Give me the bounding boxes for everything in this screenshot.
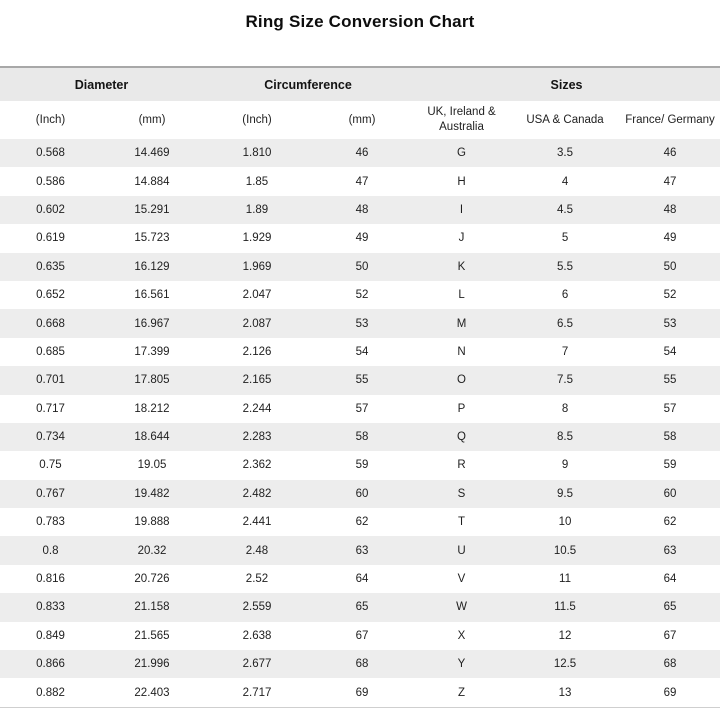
table-header [0,67,720,139]
table-cell: 60 [620,480,720,508]
table-cell: 2.48 [203,536,311,564]
table-cell: 4.5 [510,196,620,224]
table-cell: 17.399 [101,338,203,366]
table-cell: 57 [620,395,720,423]
table-cell: K [413,253,510,281]
table-cell: 60 [311,480,413,508]
table-cell: 48 [311,196,413,224]
table-cell: 18.212 [101,395,203,423]
table-cell: 2.482 [203,480,311,508]
column-header-diameter-inch: (Inch) [0,101,101,139]
table-cell: 22.403 [101,678,203,707]
table-cell: T [413,508,510,536]
table-cell: 0.833 [0,593,101,621]
table-row [0,167,720,195]
table-cell: 20.32 [101,536,203,564]
table-cell: 11.5 [510,593,620,621]
table-row [0,536,720,564]
table-cell: 9.5 [510,480,620,508]
table-cell: 46 [620,139,720,167]
table-cell: 0.849 [0,622,101,650]
table-cell: 47 [620,167,720,195]
table-cell: 12 [510,622,620,650]
table-cell: S [413,480,510,508]
table-cell: 2.244 [203,395,311,423]
table-cell: 1.969 [203,253,311,281]
table-cell: 20.726 [101,565,203,593]
table-cell: 0.685 [0,338,101,366]
column-header-usa-canada: USA & Canada [510,101,620,139]
table-cell: 57 [311,395,413,423]
column-header-diameter-mm: (mm) [101,101,203,139]
table-row [0,139,720,167]
page-title: Ring Size Conversion Chart [245,12,475,31]
table-cell: 2.441 [203,508,311,536]
table-cell: 3.5 [510,139,620,167]
table-cell: 47 [311,167,413,195]
table-cell: 64 [311,565,413,593]
table-row [0,196,720,224]
table-cell: 15.723 [101,224,203,252]
table-cell: 0.568 [0,139,101,167]
column-header-france-germany: France/ Germany [620,101,720,139]
table-row [0,451,720,479]
table-cell: 0.619 [0,224,101,252]
table-cell: 2.52 [203,565,311,593]
table-cell: 53 [311,309,413,337]
table-cell: 6 [510,281,620,309]
table-row [0,281,720,309]
table-cell: 0.602 [0,196,101,224]
table-cell: 59 [620,451,720,479]
table-cell: 2.283 [203,423,311,451]
table-cell: 21.565 [101,622,203,650]
table-row [0,565,720,593]
table-cell: 68 [620,650,720,678]
table-cell: 2.717 [203,678,311,707]
table-row [0,650,720,678]
table-cell: W [413,593,510,621]
table-cell: 16.561 [101,281,203,309]
table-cell: 9 [510,451,620,479]
table-cell: 2.087 [203,309,311,337]
table-cell: 1.85 [203,167,311,195]
table-cell: 59 [311,451,413,479]
table-row [0,224,720,252]
table-cell: 53 [620,309,720,337]
table-cell: H [413,167,510,195]
table-cell: 65 [620,593,720,621]
table-cell: 12.5 [510,650,620,678]
table-cell: 0.734 [0,423,101,451]
table-cell: I [413,196,510,224]
table-cell: 54 [620,338,720,366]
table-cell: 2.559 [203,593,311,621]
table-cell: 67 [311,622,413,650]
table-cell: 0.668 [0,309,101,337]
table-cell: 5.5 [510,253,620,281]
table-cell: 0.767 [0,480,101,508]
table-row [0,309,720,337]
table-row [0,366,720,394]
table-cell: 63 [311,536,413,564]
table-cell: 21.996 [101,650,203,678]
table-row [0,593,720,621]
table-cell: 2.126 [203,338,311,366]
table-cell: 58 [311,423,413,451]
column-group-sizes: Sizes [413,67,720,101]
table-cell: 0.8 [0,536,101,564]
table-cell: 1.929 [203,224,311,252]
table-cell: 0.75 [0,451,101,479]
table-cell: 7.5 [510,366,620,394]
column-group-circumference: Circumference [203,67,413,101]
table-cell: 4 [510,167,620,195]
table-cell: 52 [311,281,413,309]
table-cell: U [413,536,510,564]
column-header-circumference-inch: (Inch) [203,101,311,139]
table-cell: 55 [620,366,720,394]
table-cell: 0.635 [0,253,101,281]
table-cell: 6.5 [510,309,620,337]
table-cell: 64 [620,565,720,593]
table-cell: 58 [620,423,720,451]
table-cell: 63 [620,536,720,564]
table-cell: Q [413,423,510,451]
table-cell: 2.047 [203,281,311,309]
table-cell: X [413,622,510,650]
table-cell: 16.967 [101,309,203,337]
table-cell: 2.362 [203,451,311,479]
table-cell: Z [413,678,510,707]
table-cell: 1.89 [203,196,311,224]
table-cell: 14.469 [101,139,203,167]
table-cell: 62 [620,508,720,536]
column-group-diameter: Diameter [0,67,203,101]
table-cell: 67 [620,622,720,650]
table-cell: 0.816 [0,565,101,593]
table-cell: 7 [510,338,620,366]
table-cell: 14.884 [101,167,203,195]
table-row [0,423,720,451]
table-cell: 0.783 [0,508,101,536]
table-cell: M [413,309,510,337]
table-cell: 2.638 [203,622,311,650]
table-cell: 0.652 [0,281,101,309]
column-group-row [0,67,720,101]
table-cell: 10.5 [510,536,620,564]
table-cell: 0.701 [0,366,101,394]
table-cell: R [413,451,510,479]
table-cell: 18.644 [101,423,203,451]
table-cell: 15.291 [101,196,203,224]
table-cell: V [413,565,510,593]
table-cell: 50 [311,253,413,281]
table-cell: P [413,395,510,423]
table-cell: 8 [510,395,620,423]
table-cell: 5 [510,224,620,252]
table-cell: 17.805 [101,366,203,394]
table-cell: 21.158 [101,593,203,621]
table-cell: 10 [510,508,620,536]
table-cell: 0.717 [0,395,101,423]
table-row [0,253,720,281]
table-cell: 49 [311,224,413,252]
table-cell: 54 [311,338,413,366]
table-cell: 46 [311,139,413,167]
table-row [0,622,720,650]
table-cell: 0.882 [0,678,101,707]
table-body [0,139,720,707]
table-cell: 1.810 [203,139,311,167]
table-cell: 48 [620,196,720,224]
table-cell: N [413,338,510,366]
table-row [0,508,720,536]
table-cell: 19.888 [101,508,203,536]
table-cell: 65 [311,593,413,621]
table-cell: 19.05 [101,451,203,479]
table-cell: 2.677 [203,650,311,678]
table-cell: J [413,224,510,252]
table-row [0,395,720,423]
table-cell: 52 [620,281,720,309]
table-cell: 8.5 [510,423,620,451]
table-cell: G [413,139,510,167]
table-cell: 50 [620,253,720,281]
table-cell: 55 [311,366,413,394]
table-row [0,338,720,366]
table-cell: O [413,366,510,394]
table-cell: Y [413,650,510,678]
column-label-row [0,101,720,139]
column-header-uk-ireland-australia: UK, Ireland & Australia [413,101,510,139]
table-cell: 68 [311,650,413,678]
table-cell: 49 [620,224,720,252]
table-cell: 19.482 [101,480,203,508]
table-cell: 69 [311,678,413,707]
table-cell: 11 [510,565,620,593]
table-cell: 16.129 [101,253,203,281]
table-cell: 2.165 [203,366,311,394]
table-row [0,678,720,707]
table-cell: 0.866 [0,650,101,678]
table-cell: 0.586 [0,167,101,195]
column-header-circumference-mm: (mm) [311,101,413,139]
table-row [0,480,720,508]
table-cell: 69 [620,678,720,707]
table-cell: L [413,281,510,309]
table-cell: 13 [510,678,620,707]
ring-size-conversion-table [0,66,720,708]
table-cell: 62 [311,508,413,536]
